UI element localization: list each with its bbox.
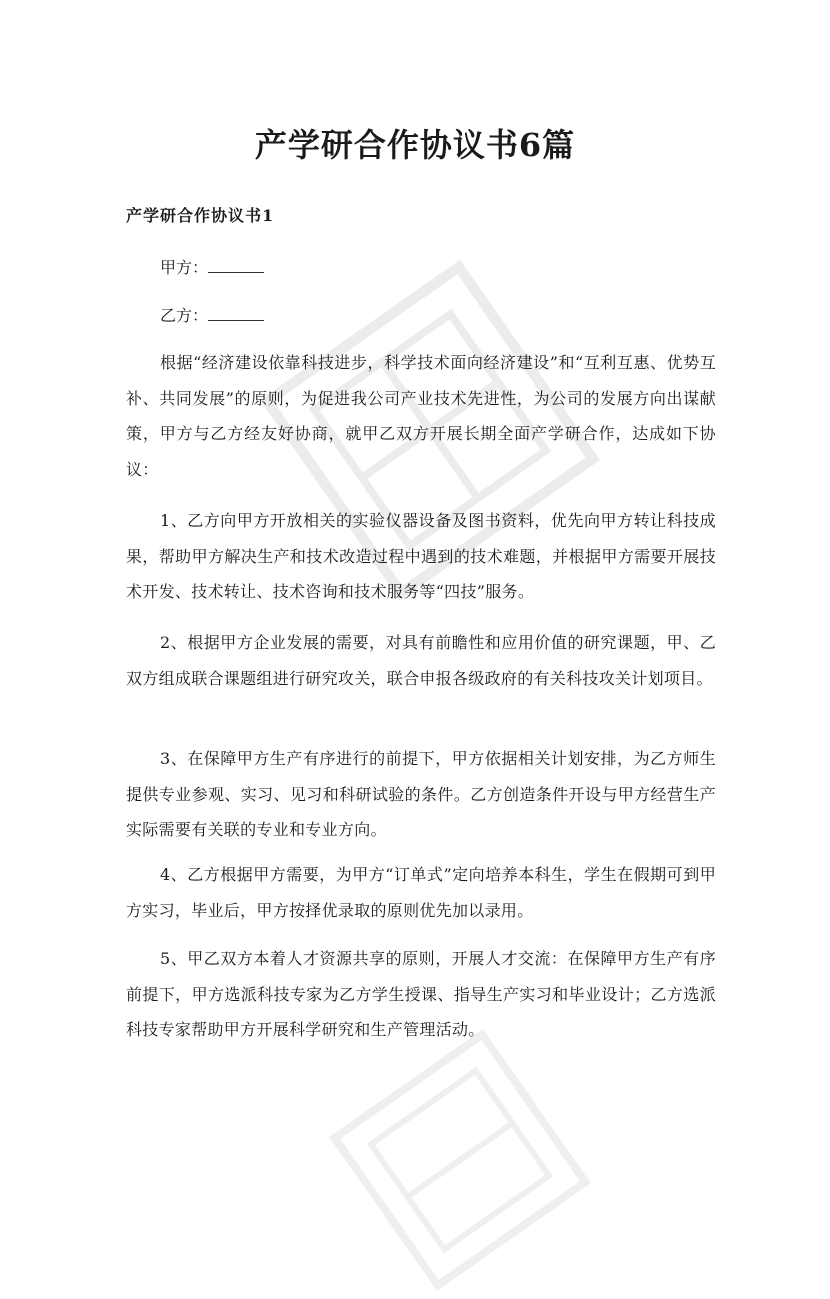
document-title: 产学研合作协议书6篇 bbox=[254, 126, 576, 164]
party-b-label: 乙方： bbox=[160, 306, 209, 325]
party-b-line bbox=[160, 303, 264, 326]
paragraph-intro: 根据“经济建设依靠科技进步，科学技术面向经济建设”和“互利互惠、优势互补、共同发展”的原则，为促进我公司产业技术先进性，为公司的发展方向出谋献策，甲方与乙方经友好协商，就甲乙双方开展长期全面产学研合作，达成如下协议： bbox=[126, 353, 716, 479]
paragraph-clause-5: 5、甲乙双方本着人才资源共享的原则，开展人才交流：在保障甲方生产有序前提下，甲方选派科技专家为乙方学生授课、指导生产实习和毕业设计；乙方选派科技专家帮助甲方开展科学研究和生产管理活动。 bbox=[126, 949, 716, 1039]
party-a-label: 甲方： bbox=[160, 258, 209, 277]
party-a-line bbox=[160, 255, 264, 278]
paragraph-clause-3: 3、在保障甲方生产有序进行的前提下，甲方依据相关计划安排，为乙方师生提供专业参观、实习、见习和科研试验的条件。乙方创造条件开设与甲方经营生产实际需要有关联的专业和专业方向。 bbox=[126, 749, 716, 839]
section-heading: 产学研合作协议书1 bbox=[126, 206, 275, 225]
paragraph-clause-1: 1、乙方向甲方开放相关的实验仪器设备及图书资料，优先向甲方转让科技成果，帮助甲方解决生产和技术改造过程中遇到的技术难题，并根据甲方需要开展技术开发、技术转让、技术咨询和技术服务等“四技”服务。 bbox=[126, 511, 716, 601]
party-b-blank bbox=[208, 306, 264, 321]
paragraph-clause-2: 2、根据甲方企业发展的需要，对具有前瞻性和应用价值的研究课题，甲、乙双方组成联合课题组进行研究攻关，联合申报各级政府的有关科技攻关计划项目。 bbox=[126, 633, 716, 688]
paragraph-clause-4: 4、乙方根据甲方需要，为甲方“订单式”定向培养本科生，学生在假期可到甲方实习，毕业后，甲方按择优录取的原则优先加以录用。 bbox=[126, 865, 716, 920]
party-a-blank bbox=[208, 258, 264, 273]
watermark-icon bbox=[321, 1021, 600, 1299]
